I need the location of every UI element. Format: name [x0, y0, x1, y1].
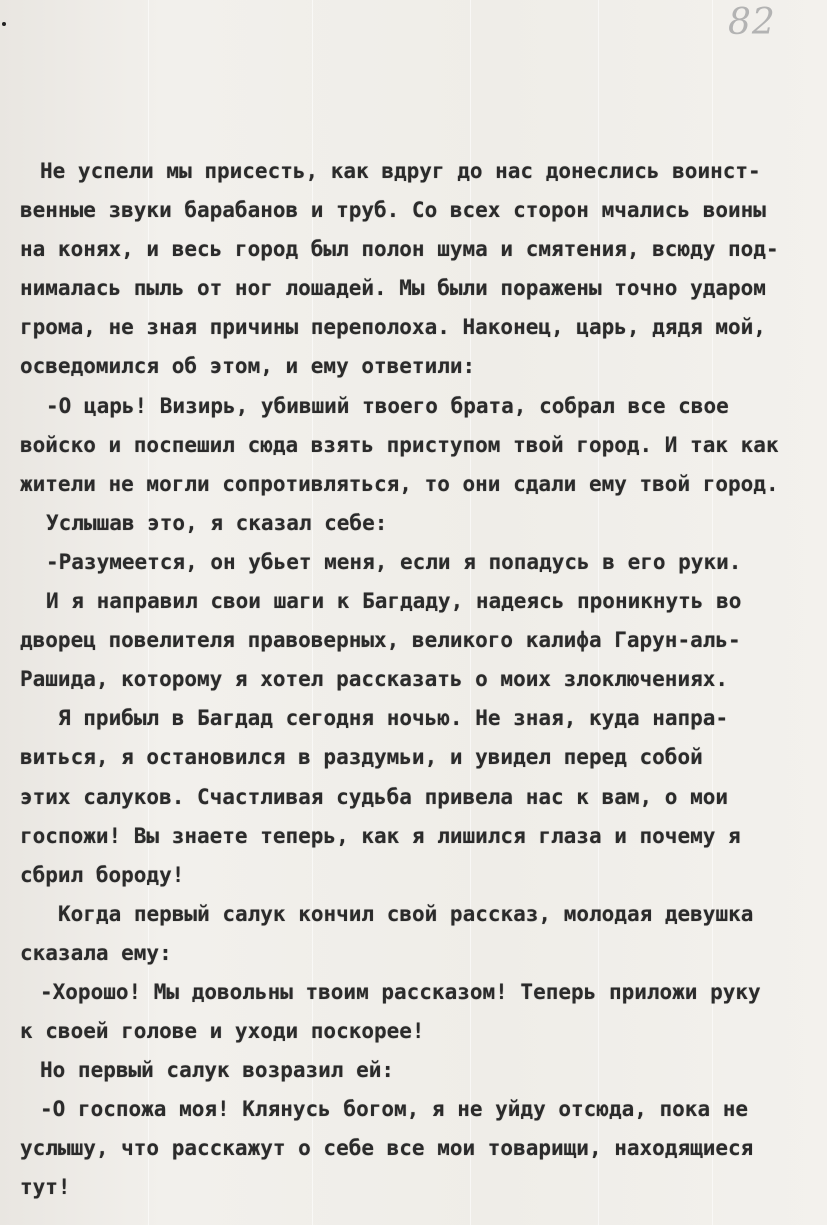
text-line: осведомился об этом, и ему ответили: [20, 354, 476, 379]
text-line: -О госпожа моя! Клянусь богом, я не уйду отсюда, пока не [40, 1097, 749, 1122]
text-line: к своей голове и уходи поскорее! [20, 1019, 425, 1044]
text-line: венные звуки барабанов и труб. Со всех сторон мчались воины [20, 198, 766, 223]
text-line: грома, не зная причины переполоха. Наконец, царь, дядя мой, [20, 315, 766, 340]
text-line: этих салуков. Счастливая судьба привела нас к вам, о мои [20, 784, 729, 809]
text-line: госпожи! Вы знаете теперь, как я лишился глаза и почему я [20, 823, 741, 848]
text-line: И я направил свои шаги к Багдаду, надеясь проникнуть во [46, 589, 742, 614]
text-line: -Разумеется, он убьет меня, если я попадусь в его руки. [46, 549, 742, 574]
typed-text [0, 152, 827, 1208]
text-line: тут! [20, 1175, 71, 1200]
text-line: -О царь! Визирь, убивший твоего брата, собрал все свое [46, 393, 729, 418]
text-line: Когда первый салук кончил свой рассказ, молодая девушка [58, 901, 754, 926]
text-line: -Хорошо! Мы довольны твоим рассказом! Теперь приложи руку [40, 979, 761, 1004]
text-line: дворец повелителя правоверных, великого калифа Гарун-аль- [20, 628, 741, 653]
ink-dot [2, 22, 6, 26]
text-line: на конях, и весь город был полон шума и смятения, всюду под- [20, 237, 779, 262]
text-line: жители не могли сопротивляться, то они сдали ему твой город. [20, 471, 779, 496]
page-number: 82 [728, 2, 776, 43]
text-line: сбрил бороду! [20, 862, 185, 887]
text-line: нималась пыль от ног лошадей. Мы были поражены точно ударом [20, 276, 766, 301]
text-line: Но первый салук возразил ей: [40, 1058, 395, 1083]
text-line: Услышав это, я сказал себе: [46, 510, 388, 535]
text-line: Я прибыл в Багдад сегодня ночью. Не зная, куда напра- [58, 706, 729, 731]
text-line: войско и поспешил сюда взять приступом твой город. И так как [20, 432, 779, 457]
text-line: виться, я остановился в раздумьи, и увидел перед собой [20, 745, 703, 770]
text-line: услышу, что расскажут о себе все мои товарищи, находящиеся [20, 1136, 754, 1161]
text-line: сказала ему: [20, 940, 172, 965]
text-line: Не успели мы присесть, как вдруг до нас донеслись воинст- [40, 159, 761, 183]
text-line: Рашида, которому я хотел рассказать о моих злоключениях. [20, 667, 729, 692]
